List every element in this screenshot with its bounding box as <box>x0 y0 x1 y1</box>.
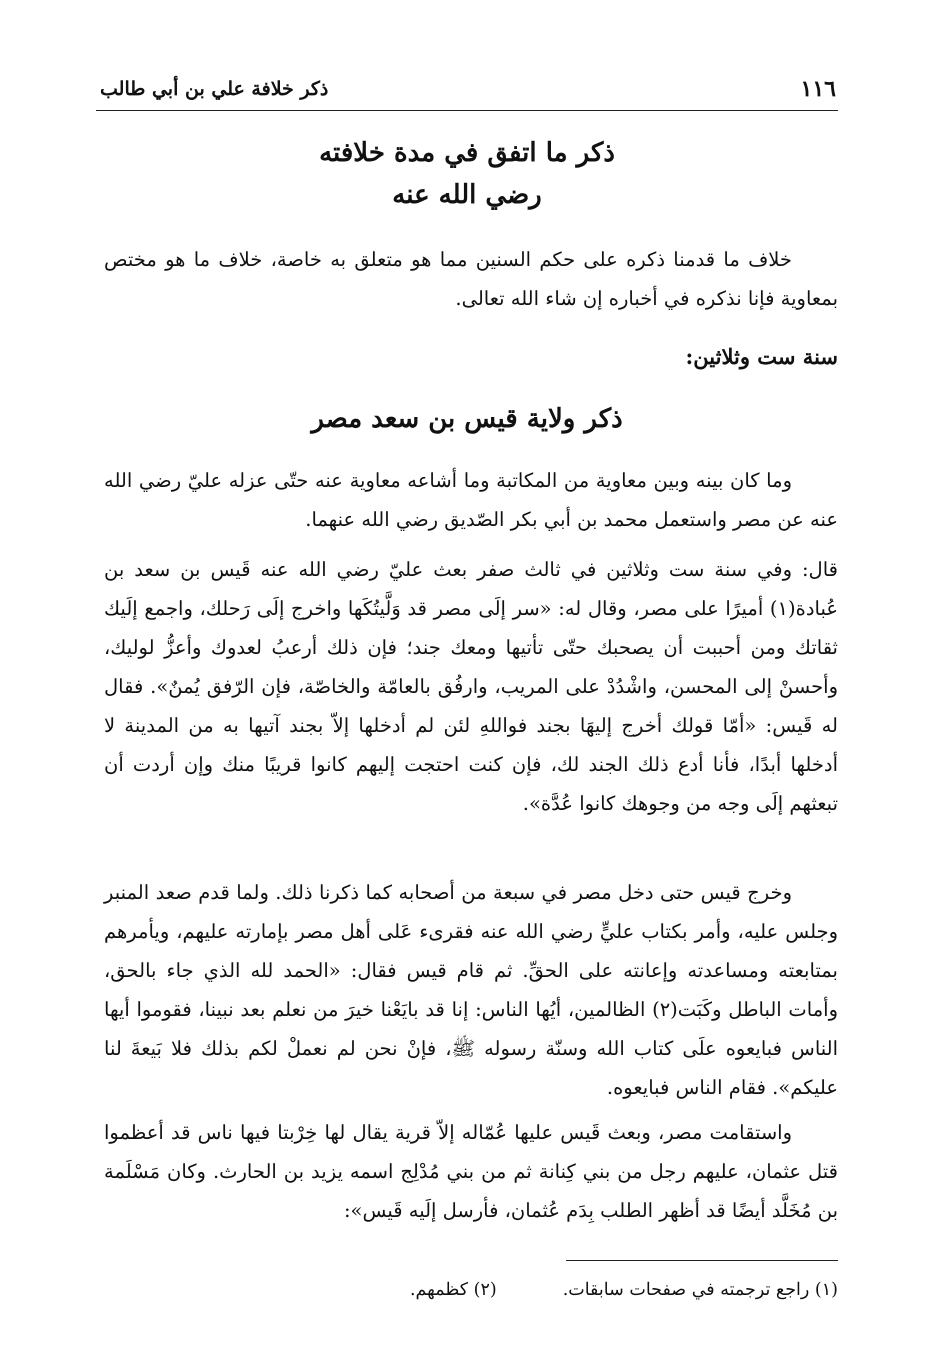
body-paragraph: واستقامت مصر، وبعث قَيس عليها عُمّاله إلاّ قرية يقال لها خِرْبتا فيها ناس قد أعظموا قتل عثمان، عليهم رجل من بني كِنانة ثم من بني مُدْلِج اسمه يزيد بن الحارث. وكان مَسْلَمة بن مُخَلَّد أيضًا قد أظهر الطلب بِدَم عُثمان، فأرسل إلَيه قَيس»: <box>104 1121 838 1222</box>
running-head <box>96 70 838 111</box>
footnote-2: (٢) كظمهم. <box>409 1280 497 1300</box>
running-head-title: ذكر خلافة علي بن أبي طالب <box>100 78 329 100</box>
chapter-heading: ذكر ما اتفق في مدة خلافته <box>319 138 615 168</box>
body-paragraph: وخرج قيس حتى دخل مصر في سبعة من أصحابه كما ذكرنا ذلك. ولما قدم صعد المنبر وجلس عليه، وأمر بكتاب عليٍّ رضي الله عنه فقرىء عَلى أهل مصر بإمارته عليهم، ويأمرهم بمتابعته ومساعدته وإعانته على الحقِّ. ثم قام قيس فقال: «الحمد لله الذي جاء بالحق، وأمات الباطل وكَبَت(٢) الظالمين، أيُها الناس: إنا قد بايَعْنا خيرَ من نعلم بعد نبينا، فقوموا أيها الناس فبايعوه علَى كتاب الله وسنّة رسوله ﷺ، فإنْ نحن لم نعملْ لكم بذلك فلا بَيعةَ لنا عليكم». فقام الناس فبايعوه. <box>104 881 838 1099</box>
intro-paragraph: خلاف ما قدمنا ذكره على حكم السنين مما هو متعلق به خاصة، خلاف ما هو مختص بمعاوية فإنا نذكره في أخباره إن شاء الله تعالى. <box>104 248 838 310</box>
body-paragraph: قال: وفي سنة ست وثلاثين في ثالث صفر بعث عليّ رضي الله عنه قَيس بن سعد بن عُبادة(١) أميرًا على مصر، وقال له: «سر إلَى مصر قد وَلَّيتُكَها واخرج إلَى رَحلك، واجمع إلَيك ثقاتك ومن أحببت أن يصحبك حتّى تأتيها ومعك جند؛ فإن ذلك أرعبُ لعدوك وأعزُّ لوليك، وأحسنْ إلى المحسن، واشْدُدْ على المريب، وارفُق بالعامّة والخاصّة، فإن الرّفق يُمنٌ». فقال له قَيس: «أمّا قولك أخرج إليهَا بجند فواللهِ لئن لم أدخلها إلاّ بجند آتيها به من المدينة لا أدخلها أبدًا، فأنا أدع ذلك الجند لك، فإن كنت احتجت إليهم كانوا قريبًا منك وإن أردت أن تبعثهم إلَى وجه من وجوهك كانوا عُدَّة». <box>104 558 838 815</box>
footnotes <box>104 1276 838 1304</box>
page-number: ١١٦ <box>800 76 836 102</box>
chapter-subheading: رضي الله عنه <box>392 180 542 210</box>
footnote-1: (١) راجع ترجمته في صفحات سابقات. <box>562 1280 838 1300</box>
footnote-divider <box>566 1260 838 1261</box>
year-heading: سنة ست وثلاثين: <box>685 344 838 369</box>
section-heading: ذكر ولاية قيس بن سعد مصر <box>311 404 623 434</box>
body-paragraph: وما كان بينه وبين معاوية من المكاتبة وما أشاعه معاوية عنه حتّى عزله عليّ رضي الله عنه عن مصر واستعمل محمد بن أبي بكر الصّديق رضي الله عنهما. <box>104 469 838 531</box>
